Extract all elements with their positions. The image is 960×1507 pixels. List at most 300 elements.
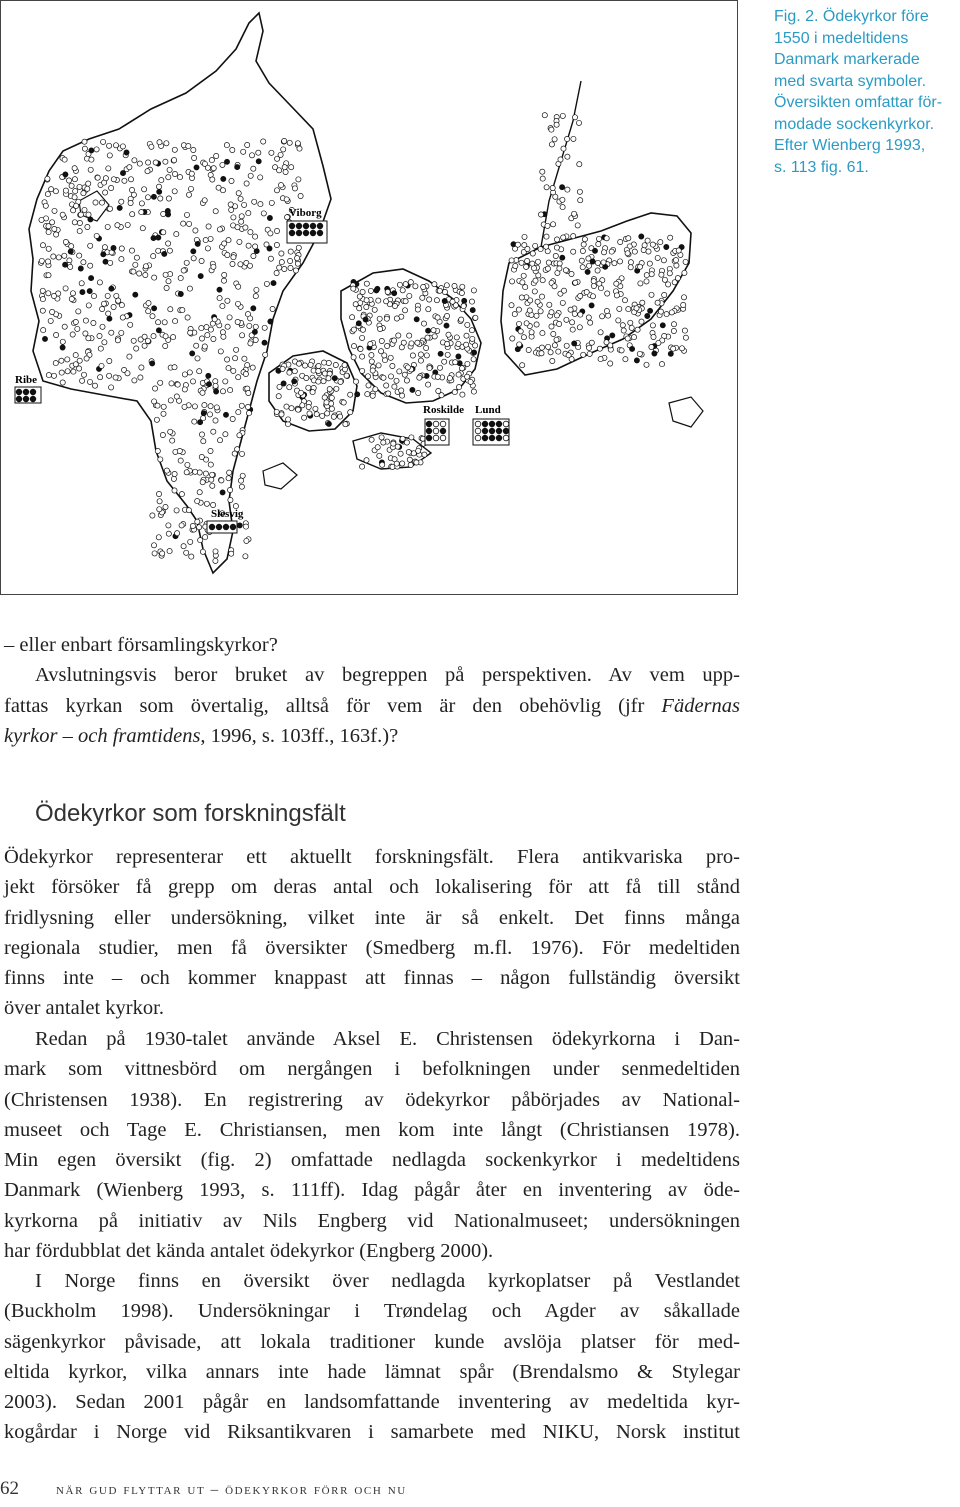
- abandoned-church-symbol: [214, 389, 219, 394]
- church-symbol: [313, 406, 318, 411]
- church-symbol: [163, 272, 168, 277]
- church-symbol: [59, 370, 64, 375]
- church-symbol: [109, 385, 114, 390]
- church-symbol: [263, 352, 268, 357]
- church-symbol: [452, 283, 457, 288]
- church-symbol: [225, 298, 230, 303]
- church-symbol: [246, 211, 251, 216]
- church-symbol: [573, 280, 578, 285]
- church-symbol: [591, 279, 596, 284]
- church-symbol: [161, 211, 166, 216]
- abandoned-church-symbol: [89, 276, 94, 281]
- church-symbol: [134, 346, 139, 351]
- church-symbol: [73, 353, 78, 358]
- town-church-symbol: [489, 421, 495, 427]
- church-symbol: [518, 329, 523, 334]
- church-symbol: [72, 195, 77, 200]
- church-symbol: [651, 334, 656, 339]
- church-symbol: [129, 248, 134, 253]
- town-church-symbol: [482, 435, 488, 441]
- abandoned-church-symbol: [470, 308, 475, 313]
- church-symbol: [656, 340, 661, 345]
- church-symbol: [190, 523, 195, 528]
- paragraph-line: museet och Tage E. Christiansen, men kom inte långt (Christiansen 1978).: [4, 1118, 740, 1141]
- town-church-symbol: [317, 223, 323, 229]
- church-symbol: [60, 339, 65, 344]
- church-symbol: [232, 451, 237, 456]
- church-symbol: [224, 143, 229, 148]
- abandoned-church-symbol: [410, 387, 415, 392]
- church-symbol: [519, 260, 524, 265]
- church-symbol: [125, 371, 130, 376]
- church-symbol: [392, 457, 397, 462]
- church-symbol: [404, 378, 409, 383]
- church-symbol: [597, 281, 602, 286]
- church-symbol: [284, 197, 289, 202]
- church-symbol: [161, 411, 166, 416]
- church-symbol: [358, 346, 363, 351]
- church-symbol: [253, 324, 258, 329]
- church-symbol: [50, 309, 55, 314]
- church-symbol: [195, 356, 200, 361]
- section-paragraph-1: [4, 842, 740, 1024]
- church-symbol: [426, 307, 431, 312]
- church-symbol: [205, 246, 210, 251]
- town-church-symbol: [16, 396, 22, 402]
- church-symbol: [166, 241, 171, 246]
- church-symbol: [116, 298, 121, 303]
- church-symbol: [614, 293, 619, 298]
- church-symbol: [575, 223, 580, 228]
- church-symbol: [200, 390, 205, 395]
- church-symbol: [584, 290, 589, 295]
- church-symbol: [307, 411, 312, 416]
- church-symbol: [204, 501, 209, 506]
- page-footer: [0, 1478, 407, 1500]
- church-symbol: [302, 415, 307, 420]
- section-paragraph-3: [4, 1266, 740, 1448]
- church-symbol: [142, 343, 147, 348]
- church-symbol: [161, 404, 166, 409]
- church-symbol: [525, 246, 530, 251]
- church-symbol: [174, 508, 179, 513]
- church-symbol: [63, 286, 68, 291]
- town-church-symbol: [296, 230, 302, 236]
- church-symbol: [274, 242, 279, 247]
- abandoned-church-symbol: [111, 245, 116, 250]
- church-symbol: [369, 353, 374, 358]
- church-symbol: [295, 141, 300, 146]
- church-symbol: [129, 187, 134, 192]
- church-symbol: [554, 313, 559, 318]
- town-church-symbol: [440, 435, 446, 441]
- church-symbol: [109, 330, 114, 335]
- church-symbol: [69, 183, 74, 188]
- church-symbol: [681, 295, 686, 300]
- church-symbol: [261, 139, 266, 144]
- church-symbol: [223, 379, 228, 384]
- town-church-symbol: [433, 421, 439, 427]
- church-symbol: [172, 365, 177, 370]
- church-symbol: [604, 236, 609, 241]
- book-title: kyrkor – och framtidens: [4, 724, 201, 747]
- church-symbol: [469, 328, 474, 333]
- church-symbol: [81, 191, 86, 196]
- church-symbol: [166, 279, 171, 284]
- church-symbol: [360, 335, 365, 340]
- church-symbol: [223, 432, 228, 437]
- intro-line: Avslutningsvis beror bruket av begreppen på perspektiven. Av vem upp-: [35, 664, 740, 687]
- church-symbol: [618, 239, 623, 244]
- church-symbol: [551, 222, 556, 227]
- town-church-symbol: [503, 435, 509, 441]
- church-symbol: [605, 291, 610, 296]
- church-symbol: [288, 265, 293, 270]
- church-symbol: [105, 293, 110, 298]
- church-symbol: [510, 279, 515, 284]
- caption-line: Danmark markerade: [774, 51, 920, 68]
- church-symbol: [76, 309, 81, 314]
- church-symbol: [208, 404, 213, 409]
- church-symbol: [629, 325, 634, 330]
- church-symbol: [390, 363, 395, 368]
- church-symbol: [166, 531, 171, 536]
- church-symbol: [658, 309, 663, 314]
- church-symbol: [227, 315, 232, 320]
- church-symbol: [326, 360, 331, 365]
- church-symbol: [219, 478, 224, 483]
- town-church-symbol: [433, 428, 439, 434]
- church-symbol: [237, 433, 242, 438]
- church-symbol: [444, 313, 449, 318]
- church-symbol: [119, 330, 124, 335]
- church-symbol: [274, 409, 279, 414]
- abandoned-church-symbol: [634, 358, 639, 363]
- church-symbol: [465, 361, 470, 366]
- church-symbol: [545, 223, 550, 228]
- church-symbol: [181, 268, 186, 273]
- church-symbol: [378, 326, 383, 331]
- section-heading: Ödekyrkor som forskningsfält: [35, 800, 346, 827]
- church-symbol: [113, 375, 118, 380]
- church-symbol: [377, 316, 382, 321]
- paragraph-line: regionala studier, men få översikter (Smedberg m.fl. 1976). För medeltiden: [4, 936, 740, 959]
- church-symbol: [509, 258, 514, 263]
- church-symbol: [128, 177, 133, 182]
- church-symbol: [552, 284, 557, 289]
- abandoned-church-symbol: [630, 346, 635, 351]
- church-symbol: [612, 261, 617, 266]
- church-symbol: [281, 147, 286, 152]
- church-symbol: [243, 554, 248, 559]
- church-symbol: [470, 336, 475, 341]
- abandoned-church-symbol: [251, 306, 256, 311]
- church-symbol: [417, 375, 422, 380]
- church-symbol: [683, 335, 688, 340]
- church-symbol: [418, 352, 423, 357]
- church-symbol: [235, 301, 240, 306]
- church-symbol: [334, 386, 339, 391]
- church-symbol: [246, 411, 251, 416]
- church-symbol: [171, 335, 176, 340]
- church-symbol: [353, 302, 358, 307]
- church-symbol: [544, 185, 549, 190]
- church-symbol: [40, 308, 45, 313]
- church-symbol: [97, 280, 102, 285]
- church-symbol: [270, 306, 275, 311]
- church-symbol: [111, 177, 116, 182]
- church-symbol: [384, 299, 389, 304]
- church-symbol: [172, 488, 177, 493]
- church-symbol: [473, 343, 478, 348]
- church-symbol: [200, 549, 205, 554]
- abandoned-church-symbol: [235, 165, 240, 170]
- church-symbol: [217, 438, 222, 443]
- church-symbol: [51, 293, 56, 298]
- church-symbol: [560, 205, 565, 210]
- town-church-symbol: [30, 396, 36, 402]
- church-symbol: [86, 336, 91, 341]
- church-symbol: [535, 259, 540, 264]
- church-symbol: [375, 445, 380, 450]
- abandoned-church-symbol: [292, 379, 297, 384]
- church-symbol: [89, 157, 94, 162]
- church-symbol: [650, 242, 655, 247]
- church-symbol: [189, 554, 194, 559]
- church-symbol: [293, 268, 298, 273]
- church-symbol: [288, 258, 293, 263]
- church-symbol: [405, 365, 410, 370]
- church-symbol: [172, 171, 177, 176]
- church-symbol: [465, 322, 470, 327]
- church-symbol: [661, 258, 666, 263]
- church-symbol: [576, 120, 581, 125]
- church-symbol: [530, 251, 535, 256]
- church-symbol: [125, 222, 130, 227]
- church-symbol: [86, 212, 91, 217]
- church-symbol: [282, 266, 287, 271]
- church-symbol: [209, 158, 214, 163]
- church-symbol: [526, 347, 531, 352]
- church-symbol: [628, 265, 633, 270]
- church-symbol: [62, 253, 67, 258]
- church-symbol: [338, 379, 343, 384]
- church-symbol: [197, 369, 202, 374]
- church-symbol: [100, 324, 105, 329]
- church-symbol: [185, 462, 190, 467]
- abandoned-church-symbol: [589, 303, 594, 308]
- church-symbol: [201, 439, 206, 444]
- church-symbol: [208, 236, 213, 241]
- paragraph-line: har fördubblat det kända antalet ödekyrkor (Engberg 2000).: [4, 1240, 494, 1263]
- church-symbol: [188, 186, 193, 191]
- church-symbol: [151, 543, 156, 548]
- map-label-ribe: Ribe: [15, 374, 37, 386]
- church-symbol: [544, 234, 549, 239]
- church-symbol: [394, 378, 399, 383]
- paragraph-line: Redan på 1930-talet använde Aksel E. Christensen ödekyrkorna i Dan-: [35, 1028, 740, 1050]
- church-symbol: [637, 351, 642, 356]
- church-symbol: [402, 308, 407, 313]
- church-symbol: [199, 336, 204, 341]
- church-symbol: [184, 550, 189, 555]
- abandoned-church-symbol: [120, 171, 125, 176]
- church-symbol: [122, 178, 127, 183]
- church-symbol: [668, 235, 673, 240]
- town-church-symbol: [289, 223, 295, 229]
- church-symbol: [394, 316, 399, 321]
- church-symbol: [256, 150, 261, 155]
- church-symbol: [348, 410, 353, 415]
- church-symbol: [322, 395, 327, 400]
- church-symbol: [130, 212, 135, 217]
- church-symbol: [115, 338, 120, 343]
- church-symbol: [70, 332, 75, 337]
- church-symbol: [205, 333, 210, 338]
- church-symbol: [197, 525, 202, 530]
- church-symbol: [571, 249, 576, 254]
- church-symbol: [115, 223, 120, 228]
- church-symbol: [400, 393, 405, 398]
- intro-line: – eller enbart församlingskyrkor?: [4, 634, 278, 656]
- church-symbol: [248, 173, 253, 178]
- church-symbol: [150, 314, 155, 319]
- paragraph-line: eltida kyrkor, vilka annars inte hade lämnat spår (Brendalsmo & Stylegar: [4, 1360, 740, 1383]
- church-symbol: [240, 473, 245, 478]
- church-symbol: [351, 344, 356, 349]
- church-symbol: [86, 303, 91, 308]
- church-symbol: [400, 461, 405, 466]
- church-symbol: [245, 404, 250, 409]
- church-symbol: [235, 225, 240, 230]
- church-symbol: [184, 260, 189, 265]
- map-label-viborg: Viborg: [289, 207, 322, 219]
- church-symbol: [298, 390, 303, 395]
- church-symbol: [95, 175, 100, 180]
- church-symbol: [214, 153, 219, 158]
- church-symbol: [360, 354, 365, 359]
- church-symbol: [157, 140, 162, 145]
- church-symbol: [596, 242, 601, 247]
- church-symbol: [413, 284, 418, 289]
- abandoned-church-symbol: [206, 382, 211, 387]
- church-symbol: [269, 200, 274, 205]
- abandoned-church-symbol: [560, 185, 565, 190]
- abandoned-church-symbol: [267, 215, 272, 220]
- church-symbol: [69, 296, 74, 301]
- church-symbol: [193, 228, 198, 233]
- church-symbol: [66, 178, 71, 183]
- church-symbol: [597, 346, 602, 351]
- abandoned-church-symbol: [585, 269, 590, 274]
- church-symbol: [51, 373, 56, 378]
- church-symbol: [230, 416, 235, 421]
- church-symbol: [186, 508, 191, 513]
- church-symbol: [671, 328, 676, 333]
- church-symbol: [364, 304, 369, 309]
- church-symbol: [666, 282, 671, 287]
- church-symbol: [46, 230, 51, 235]
- caption-line: s. 113 fig. 61.: [774, 158, 869, 176]
- church-symbol: [447, 376, 452, 381]
- church-symbol: [595, 260, 600, 265]
- church-symbol: [436, 388, 441, 393]
- abandoned-church-symbol: [117, 205, 122, 210]
- church-symbol: [46, 291, 51, 296]
- abandoned-church-symbol: [414, 317, 419, 322]
- church-symbol: [566, 353, 571, 358]
- church-symbol: [236, 284, 241, 289]
- church-symbol: [92, 383, 97, 388]
- church-symbol: [278, 152, 283, 157]
- church-symbol: [420, 295, 425, 300]
- town-church-symbol: [426, 428, 432, 434]
- church-symbol: [456, 385, 461, 390]
- church-symbol: [199, 454, 204, 459]
- church-symbol: [120, 315, 125, 320]
- abandoned-church-symbol: [332, 376, 337, 381]
- church-symbol: [253, 244, 258, 249]
- church-symbol: [368, 288, 373, 293]
- church-symbol: [404, 440, 409, 445]
- church-symbol: [549, 127, 554, 132]
- church-symbols: [38, 113, 688, 564]
- church-symbol: [77, 220, 82, 225]
- church-symbol: [561, 146, 566, 151]
- church-symbol: [295, 256, 300, 261]
- church-symbol: [156, 320, 161, 325]
- church-symbol: [284, 404, 289, 409]
- church-symbol: [598, 357, 603, 362]
- church-symbol: [127, 165, 132, 170]
- abandoned-church-symbol: [472, 350, 477, 355]
- church-symbol: [68, 264, 73, 269]
- church-symbol: [415, 340, 420, 345]
- church-symbol: [381, 375, 386, 380]
- church-symbol: [119, 303, 124, 308]
- church-symbol: [274, 270, 279, 275]
- church-symbol: [382, 358, 387, 363]
- church-symbol: [192, 404, 197, 409]
- church-symbol: [192, 155, 197, 160]
- abandoned-church-symbol: [60, 345, 65, 350]
- abandoned-church-symbol: [668, 351, 673, 356]
- church-symbol: [287, 370, 292, 375]
- church-symbol: [107, 373, 112, 378]
- church-symbol: [409, 341, 414, 346]
- church-symbol: [540, 331, 545, 336]
- church-symbol: [671, 322, 676, 327]
- church-symbol: [550, 185, 555, 190]
- church-symbol: [397, 282, 402, 287]
- church-symbol: [521, 273, 526, 278]
- paragraph-line: 2003). Sedan 2001 pågår en landsomfattande inventering av medeltida kyr-: [4, 1391, 740, 1414]
- church-symbol: [391, 441, 396, 446]
- church-symbol: [662, 292, 667, 297]
- church-symbol: [131, 269, 136, 274]
- church-symbol: [171, 476, 176, 481]
- church-symbol: [139, 201, 144, 206]
- church-symbol: [647, 261, 652, 266]
- church-symbol: [314, 412, 319, 417]
- church-symbol: [667, 271, 672, 276]
- church-symbol: [379, 435, 384, 440]
- church-symbol: [226, 476, 231, 481]
- church-symbol: [338, 414, 343, 419]
- church-symbol: [211, 429, 216, 434]
- church-symbol: [608, 361, 613, 366]
- abandoned-church-symbol: [572, 341, 577, 346]
